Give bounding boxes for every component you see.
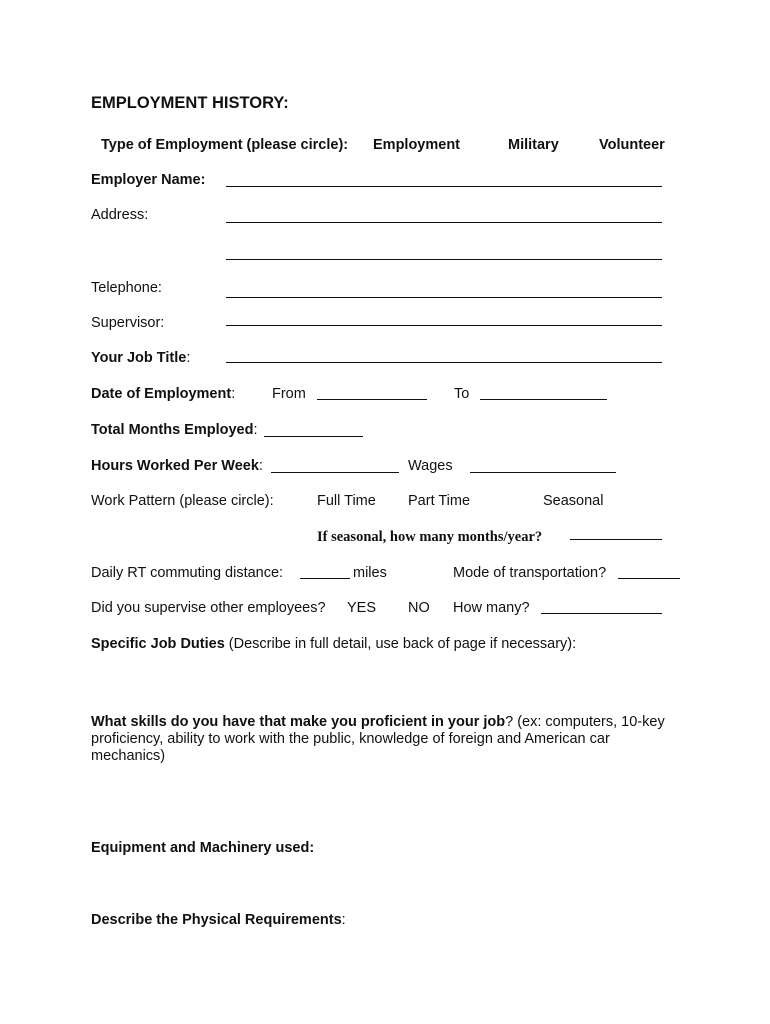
commuting-distance-label: Daily RT commuting distance: [91,565,284,581]
work-pattern-option-part-time[interactable]: Part Time [408,493,471,509]
supervise-yes-option[interactable]: YES [347,600,377,616]
physical-requirements-heading: Describe the Physical Requirements: [91,912,346,928]
job-duties-heading: Specific Job Duties (Describe in full detail, use back of page if necessary): [91,636,577,652]
commuting-distance-field[interactable] [300,578,350,579]
total-months-field[interactable] [264,436,363,437]
employment-type-option-volunteer[interactable]: Volunteer [599,137,665,153]
miles-unit: miles [353,565,387,581]
job-title-label: Your Job Title: [91,350,191,366]
job-title-field[interactable] [226,362,662,363]
how-many-field[interactable] [541,613,662,614]
employment-type-label: Type of Employment (please circle): [101,137,349,153]
hours-worked-label: Hours Worked Per Week: [91,458,263,474]
from-date-field[interactable] [317,399,427,400]
employment-type-option-employment[interactable]: Employment [373,137,461,153]
work-pattern-label: Work Pattern (please circle): [91,493,274,509]
telephone-field[interactable] [226,297,662,298]
wages-field[interactable] [470,472,616,473]
seasonal-months-label: If seasonal, how many months/year? [317,529,543,545]
total-months-label: Total Months Employed: [91,422,258,438]
equipment-heading: Equipment and Machinery used: [91,840,315,856]
wages-label: Wages [408,458,453,474]
page-title: EMPLOYMENT HISTORY: [91,94,289,112]
skills-question: What skills do you have that make you proficient in your job? (ex: computers, 10-key proficiency, ability to work with the public, knowledge of foreign and American car mechanics) [91,714,665,764]
address-label: Address: [91,207,149,223]
seasonal-months-field[interactable] [570,539,662,540]
date-of-employment-label: Date of Employment: [91,386,236,402]
to-label: To [454,386,470,402]
supervise-no-option[interactable]: NO [408,600,430,616]
supervisor-label: Supervisor: [91,315,165,331]
employer-name-field[interactable] [226,186,662,187]
supervise-question: Did you supervise other employees? [91,600,326,616]
hours-worked-field[interactable] [271,472,399,473]
employment-type-option-military[interactable]: Military [508,137,559,153]
work-pattern-option-seasonal[interactable]: Seasonal [543,493,604,509]
address-field-line-2[interactable] [226,259,662,260]
from-label: From [272,386,306,402]
telephone-label: Telephone: [91,280,162,296]
supervisor-field[interactable] [226,325,662,326]
transportation-field[interactable] [618,578,680,579]
address-field-line-1[interactable] [226,222,662,223]
to-date-field[interactable] [480,399,607,400]
employer-name-label: Employer Name: [91,172,206,188]
work-pattern-option-full-time[interactable]: Full Time [317,493,376,509]
transportation-label: Mode of transportation? [453,565,607,581]
how-many-label: How many? [453,600,530,616]
